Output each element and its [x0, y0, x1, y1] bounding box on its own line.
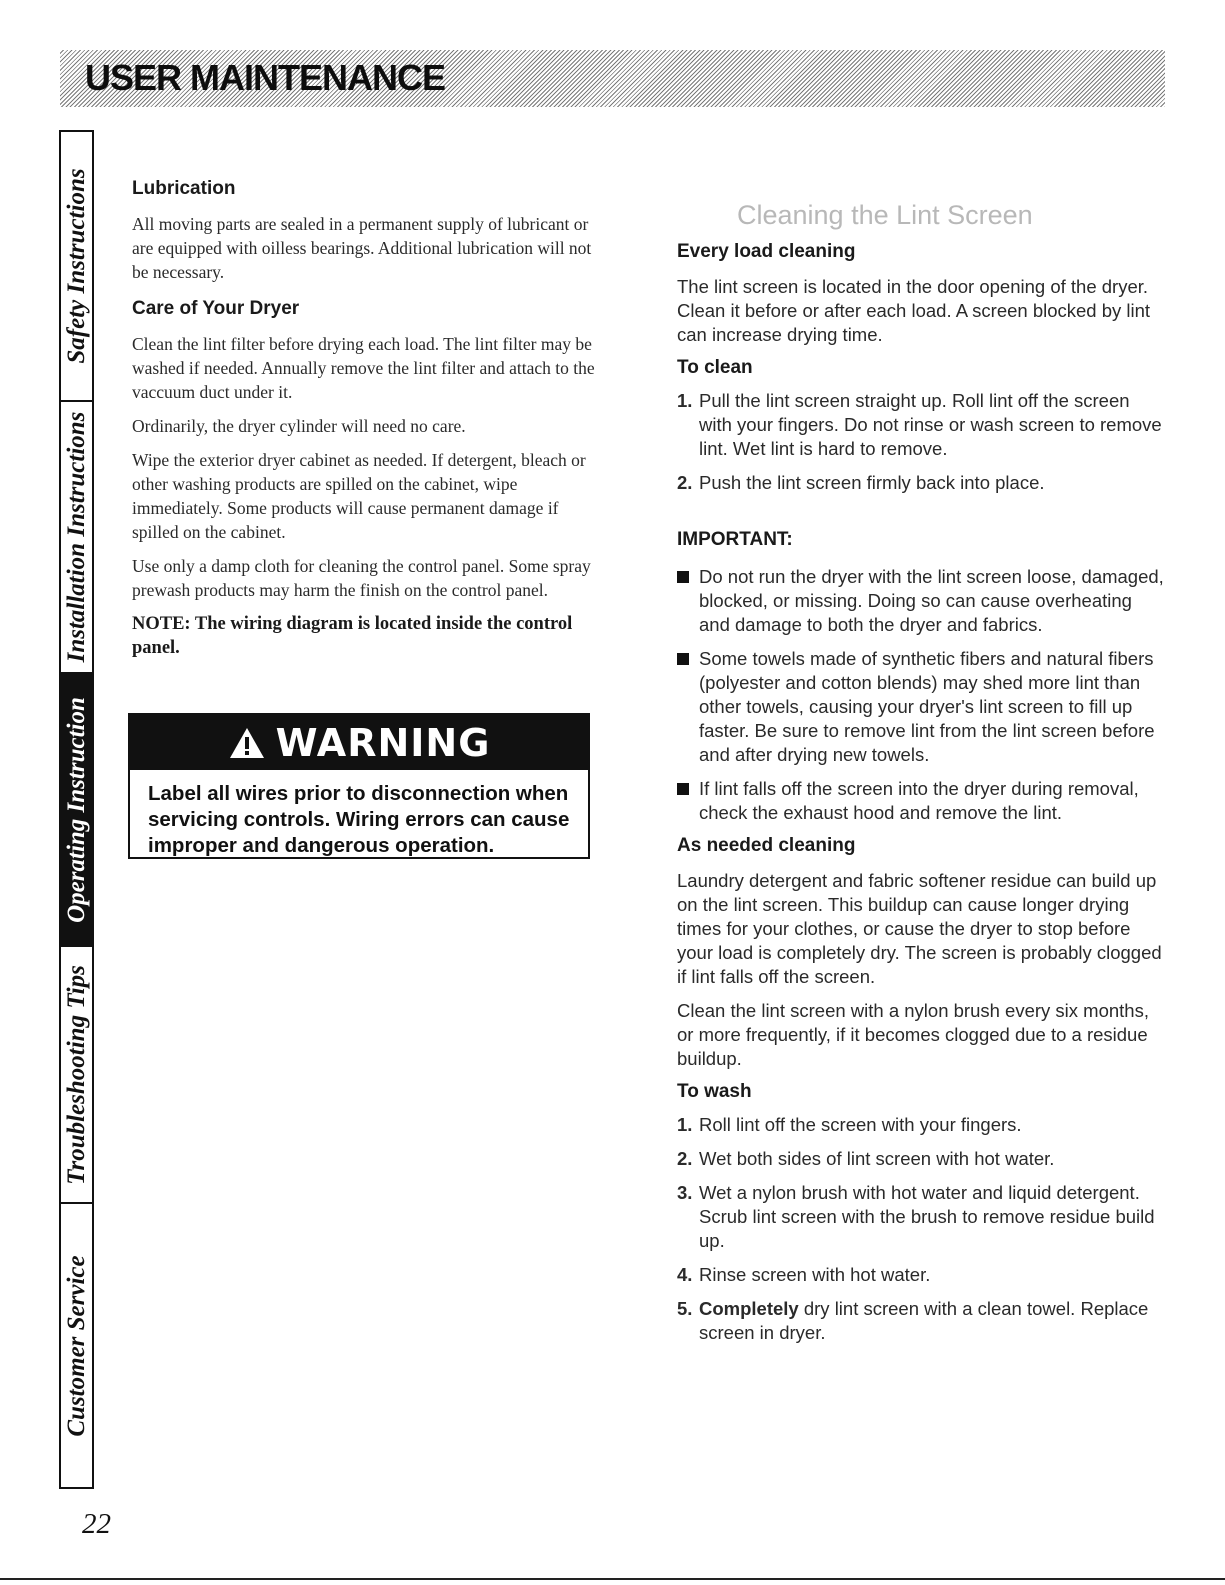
- step-text: Push the lint screen firmly back into place.: [699, 472, 1045, 493]
- care-heading: Care of Your Dryer: [132, 298, 300, 319]
- sidebar-tab-label: Safety Instructions: [62, 168, 90, 364]
- right-column: [677, 200, 1167, 1355]
- left-column: [132, 178, 602, 660]
- list-item: [677, 1263, 1167, 1287]
- list-item: [677, 1113, 1167, 1137]
- step-number: 3.: [677, 1182, 693, 1203]
- header-band: [60, 50, 1165, 107]
- care-paragraph: Use only a damp cloth for cleaning the control panel. Some spray prewash products may harm the finish on the control panel.: [132, 556, 591, 600]
- to-clean-steps: [677, 389, 1167, 495]
- sidebar-tab-safety-instructions[interactable]: [61, 132, 92, 402]
- bullet-square-icon: [677, 783, 689, 795]
- step-number: 2.: [677, 472, 693, 493]
- care-paragraph: Clean the lint filter before drying each load. The lint filter may be washed if needed. Annually remove the lint filter and attach to the vaccuum duct under it.: [132, 334, 595, 402]
- every-load-heading: Every load cleaning: [677, 241, 856, 262]
- sidebar-tab-troubleshooting-tips[interactable]: [61, 947, 92, 1204]
- sidebar-tab-label: Troubleshooting Tips: [62, 964, 90, 1185]
- warning-header: [130, 715, 588, 770]
- list-item: [677, 647, 1167, 767]
- step-number: 1.: [677, 1114, 693, 1135]
- warning-title: WARNING: [275, 720, 491, 765]
- sidebar-nav: [59, 130, 94, 1489]
- sidebar-tab-label: Installation Instructions: [62, 411, 90, 663]
- list-item: [677, 1297, 1167, 1345]
- sidebar-tab-customer-service[interactable]: [61, 1204, 92, 1487]
- as-needed-heading: As needed cleaning: [677, 835, 856, 856]
- care-paragraph: Ordinarily, the dryer cylinder will need no care.: [132, 416, 466, 436]
- section-title: Cleaning the Lint Screen: [737, 200, 1033, 230]
- sidebar-tab-operating-instruction[interactable]: [61, 674, 92, 947]
- sidebar-tab-label: Customer Service: [62, 1254, 90, 1437]
- list-item: [677, 777, 1167, 825]
- care-paragraph: Wipe the exterior dryer cabinet as needed. If detergent, bleach or other washing products are spilled on the cabinet, wipe immediately. Some products will cause permanent damage if spilled on the cabinet.: [132, 450, 586, 542]
- step-number: 5.: [677, 1298, 693, 1319]
- to-wash-heading: To wash: [677, 1081, 752, 1102]
- warning-box: [128, 713, 590, 859]
- list-item: [677, 1181, 1167, 1253]
- to-clean-heading: To clean: [677, 357, 753, 378]
- sidebar-tab-label: Operating Instruction: [62, 696, 90, 923]
- bullet-text: If lint falls off the screen into the dryer during removal, check the exhaust hood and remove the lint.: [699, 778, 1139, 823]
- important-bullets: [677, 565, 1167, 825]
- lubrication-heading: Lubrication: [132, 178, 236, 199]
- as-needed-paragraph: Laundry detergent and fabric softener residue can build up on the lint screen. This buildup can cause longer drying times for your clothes, or cause the dryer to stop before your load is completely dry. The screen is probably clogged if lint falls off the screen.: [677, 870, 1162, 987]
- bottom-rule: [0, 1578, 1225, 1580]
- bullet-text: Do not run the dryer with the lint screen loose, damaged, blocked, or missing. Doing so can cause overheating and damage to both the dryer and fabrics.: [699, 566, 1164, 635]
- warning-triangle-icon: [228, 726, 266, 760]
- step-text-rest: dry lint screen with a clean towel. Replace screen in dryer.: [699, 1298, 1149, 1343]
- step-text: Wet a nylon brush with hot water and liquid detergent. Scrub lint screen with the brush to remove residue build up.: [699, 1182, 1155, 1251]
- step-text: Rinse screen with hot water.: [699, 1264, 931, 1285]
- step-text: Wet both sides of lint screen with hot water.: [699, 1148, 1055, 1169]
- every-load-text: The lint screen is located in the door opening of the dryer. Clean it before or after each load. A screen blocked by lint can increase drying time.: [677, 276, 1151, 345]
- step-emphasis: Completely: [699, 1298, 799, 1319]
- step-number: 4.: [677, 1264, 693, 1285]
- lubrication-text: All moving parts are sealed in a permanent supply of lubricant or are equipped with oilless bearings. Additional lubrication will not be necessary.: [132, 214, 592, 282]
- bullet-text: Some towels made of synthetic fibers and natural fibers (polyester and cotton blends) may shed more lint than other towels, causing your dryer's lint screen to fill up faster. Be sure to remove lint from the lint screen before and after drying new towels.: [699, 648, 1155, 765]
- sidebar-tab-installation-instructions[interactable]: [61, 402, 92, 674]
- list-item: [677, 471, 1167, 495]
- as-needed-paragraph: Clean the lint screen with a nylon brush every six months, or more frequently, if it becomes clogged due to a residue buildup.: [677, 1000, 1149, 1069]
- to-wash-steps: [677, 1113, 1167, 1345]
- list-item: [677, 565, 1167, 637]
- page-title: USER MAINTENANCE: [85, 57, 446, 98]
- list-item: [677, 389, 1167, 461]
- warning-text: Label all wires prior to disconnection when servicing controls. Wiring errors can cause improper and dangerous operation.: [148, 782, 570, 857]
- step-number: 2.: [677, 1148, 693, 1169]
- wiring-note: NOTE: The wiring diagram is located inside the control panel.: [132, 614, 573, 658]
- bullet-square-icon: [677, 571, 689, 583]
- step-number: 1.: [677, 390, 693, 411]
- step-text: [699, 1297, 1167, 1345]
- step-text: Roll lint off the screen with your fingers.: [699, 1114, 1022, 1135]
- important-heading: IMPORTANT:: [677, 529, 793, 550]
- step-text: Pull the lint screen straight up. Roll lint off the screen with your fingers. Do not rinse or wash screen to remove lint. Wet lint is hard to remove.: [699, 390, 1162, 459]
- page-number: 22: [82, 1508, 111, 1540]
- bullet-square-icon: [677, 653, 689, 665]
- list-item: [677, 1147, 1167, 1171]
